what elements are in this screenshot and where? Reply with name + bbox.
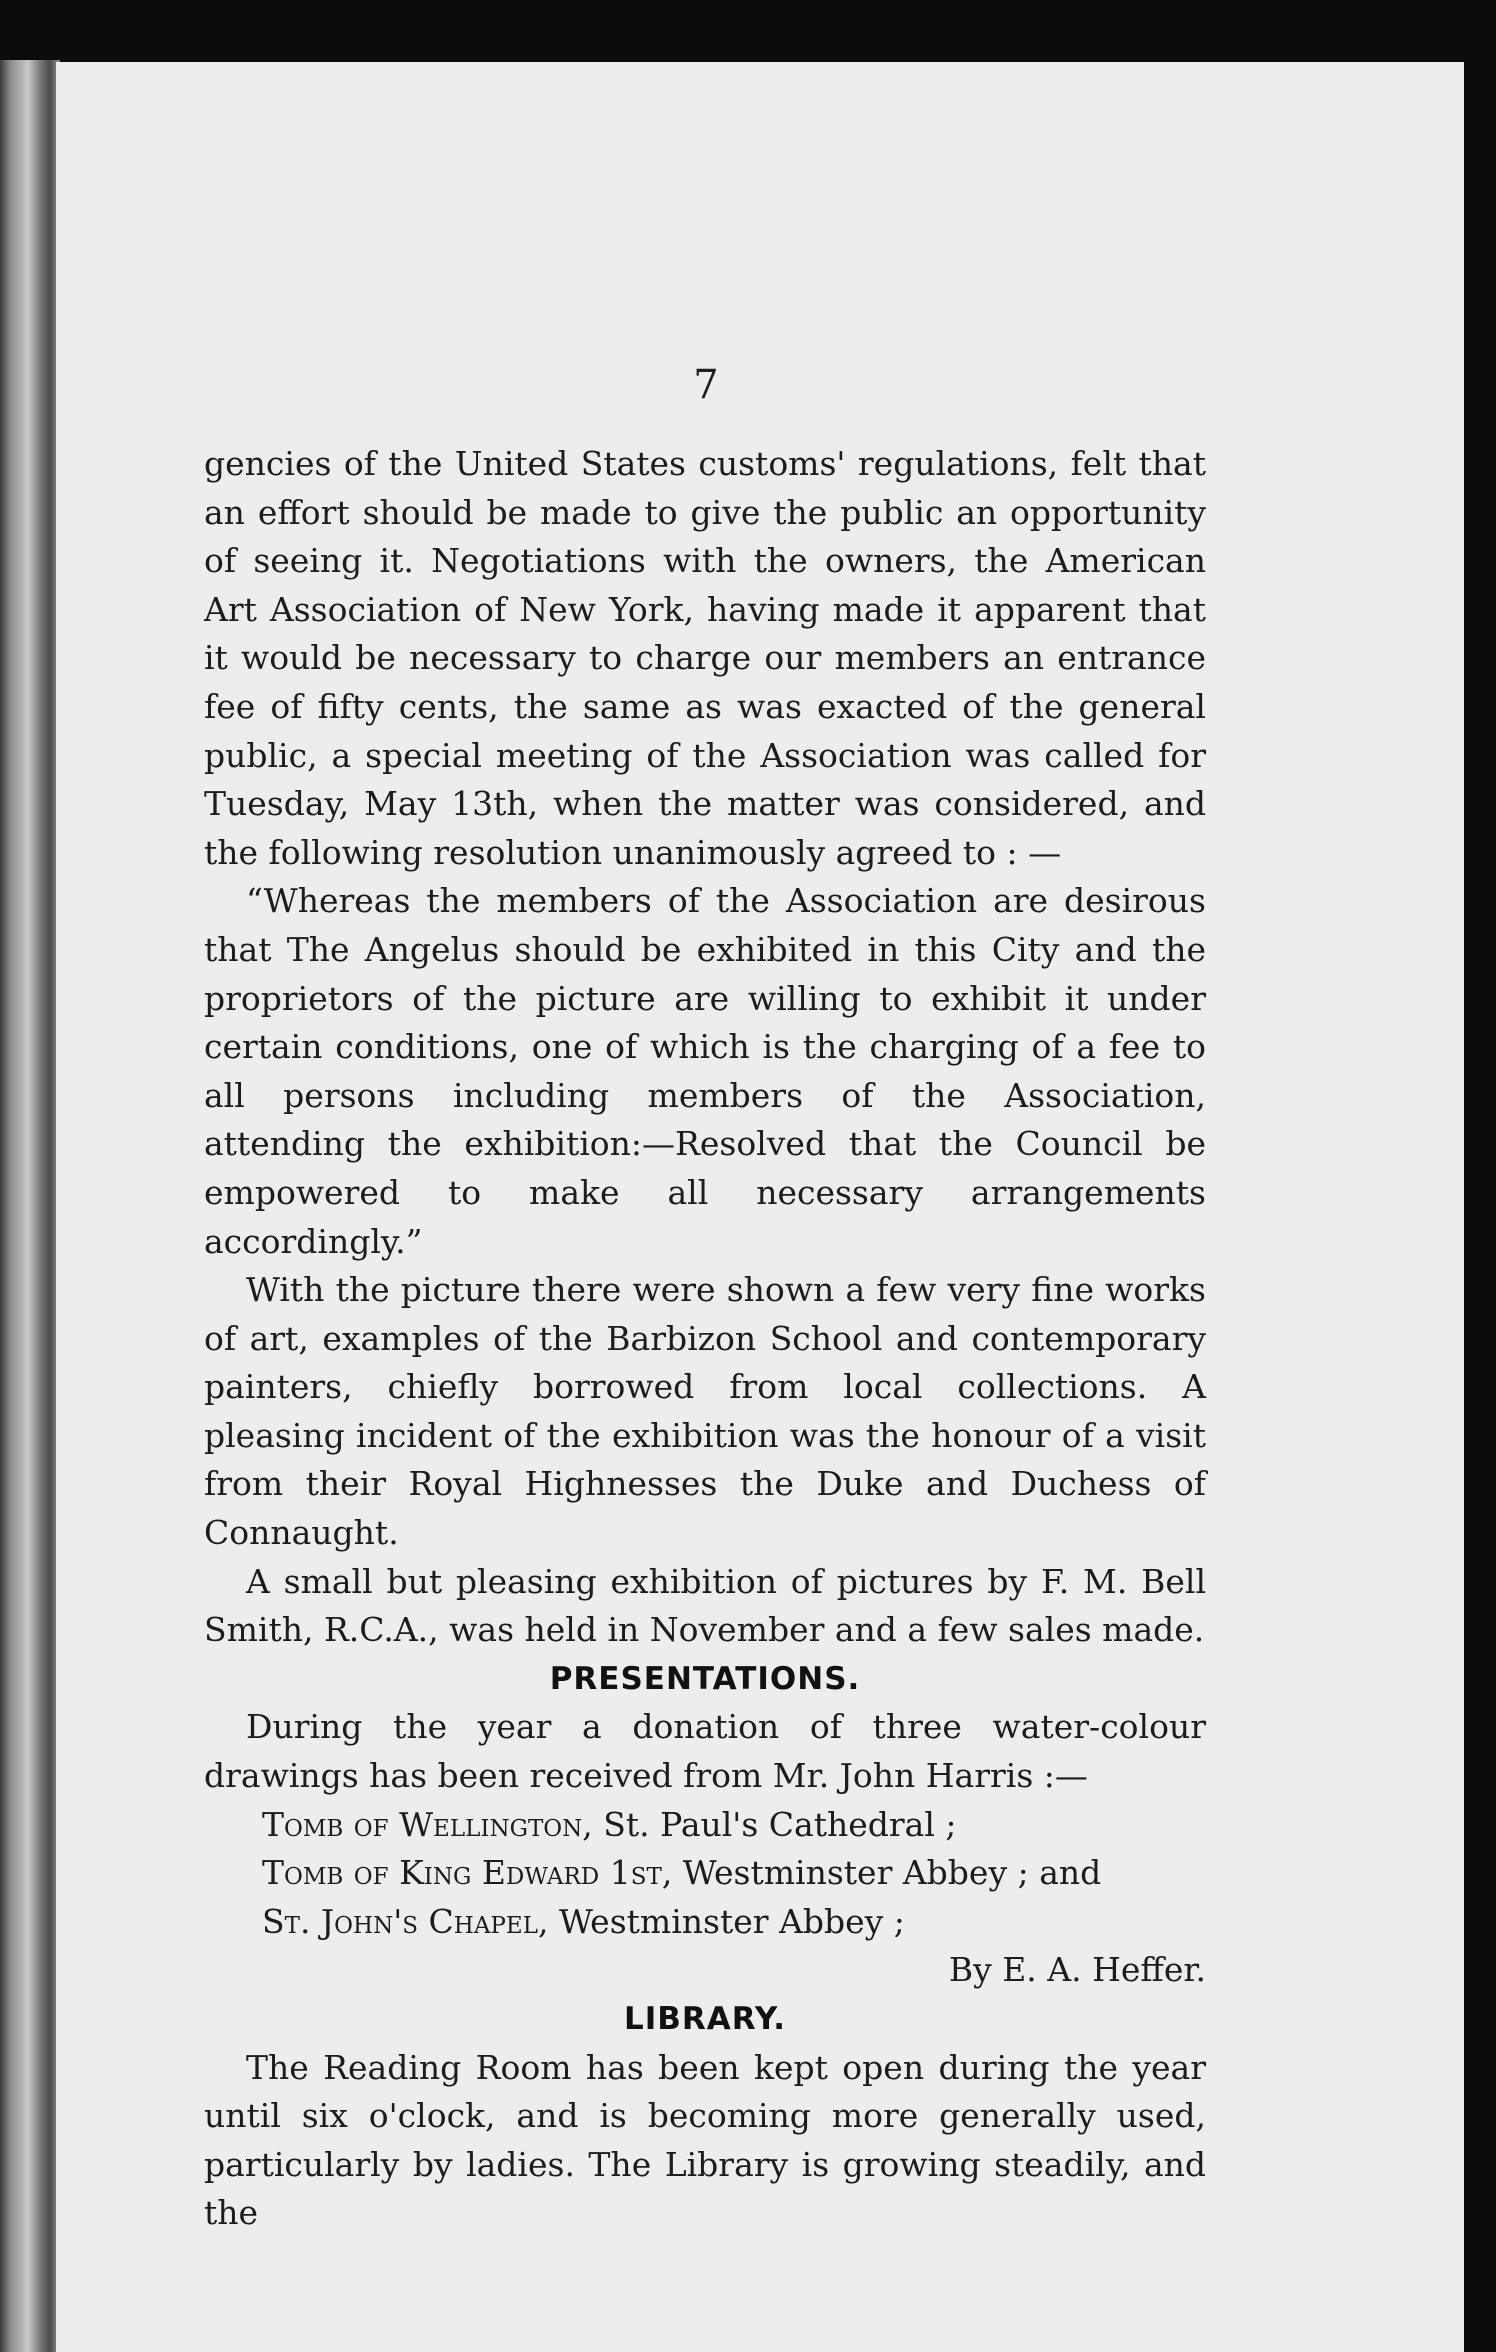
paragraph-resolution: “Whereas the members of the Association are desirous that The Angelus should be exhibited in this City and the proprietors of the picture are willing to exhibit it under certain conditions, one of which is the charging of a fee to all persons including members of the Association, attending the exhibition:—Resolved that the Council be empowered to make all necessary arrangements accordingly.” — [204, 881, 1206, 1261]
paragraph-bell-smith: A small but pleasing exhibition of pictures by F. M. Bell Smith, R.C.A., was held in November and a few sales made. — [204, 1561, 1206, 1650]
item-title: Tomb of King Edward 1st, — [262, 1853, 673, 1893]
page-number: 7 — [693, 362, 719, 408]
artist-byline: By E. A. Heffer. — [948, 1950, 1206, 1990]
list-item — [262, 1801, 1206, 1850]
item-title: St. John's Chapel, — [262, 1901, 549, 1941]
item-location: Westminster Abbey ; — [548, 1901, 905, 1941]
page-body — [204, 440, 1206, 2238]
presentations-list — [204, 1801, 1206, 1947]
library-heading: LIBRARY. — [623, 2001, 787, 2037]
list-item — [262, 1849, 1206, 1898]
item-location: Westminster Abbey ; and — [672, 1853, 1102, 1893]
presentations-intro: During the year a donation of three water-colour drawings has been received from Mr. John Harris :— — [204, 1707, 1206, 1796]
paragraph-exhibition-works: With the picture there were shown a few very fine works of art, examples of the Barbizon School and contemporary painters, chiefly borrowed from local collections. A pleasing incident of the exhibition was the honour of a visit from their Royal Highnesses the Duke and Duchess of Connaught. — [204, 1270, 1206, 1553]
book-binding-edge — [0, 60, 60, 2352]
presentations-heading: PRESENTATIONS. — [549, 1660, 861, 1697]
list-item — [262, 1898, 1206, 1947]
library-paragraph: The Reading Room has been kept open during the year until six o'clock, and is becoming more generally used, particularly by ladies. The Library is growing steadily, and the — [204, 2047, 1206, 2233]
item-location: St. Paul's Cathedral ; — [592, 1804, 957, 1844]
item-title: Tomb of Wellington, — [262, 1804, 593, 1844]
paragraph-angelus-continued: gencies of the United States customs' regulations, felt that an effort should be made to give the public an opportunity of seeing it. Negotiations with the owners, the American Art Association of New York, having made it apparent that it would be necessary to charge our members an entrance fee of fifty cents, the same as was exacted of the general public, a special meeting of the Association was called for Tuesday, May 13th, when the matter was considered, and the following resolution unanimously agreed to : — — [204, 444, 1206, 872]
document-page — [56, 62, 1464, 2352]
